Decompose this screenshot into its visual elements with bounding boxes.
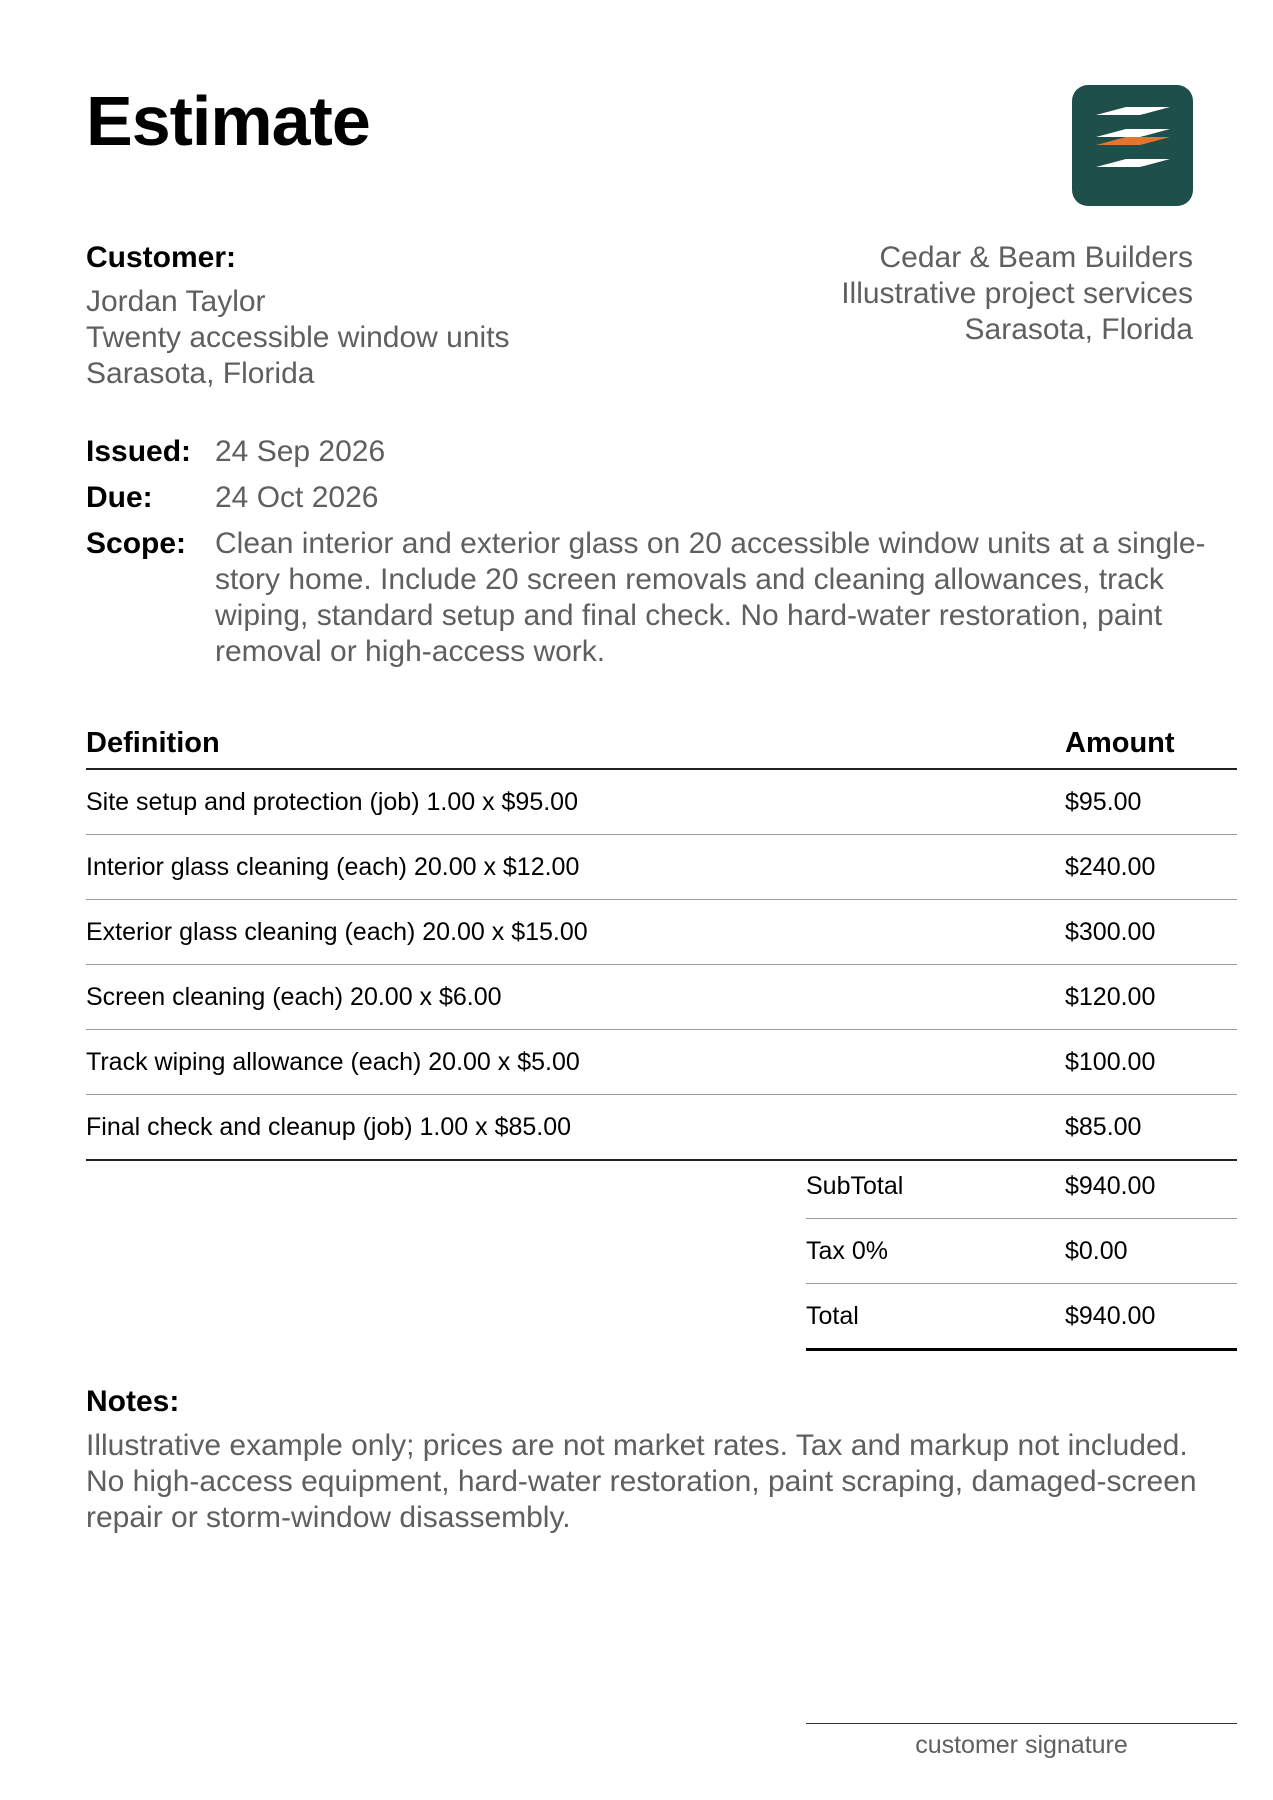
customer-name: Jordan Taylor xyxy=(86,285,266,318)
subtotal-value: $940.00 xyxy=(1065,1154,1237,1219)
row-definition: Exterior glass cleaning (each) 20.00 x $15.00 xyxy=(86,900,1065,965)
subtotal-row xyxy=(806,1154,1237,1219)
estimate-meta xyxy=(86,434,1226,680)
total-row xyxy=(806,1284,1237,1350)
notes-text: Illustrative example only; prices are not market rates. Tax and markup not included. No high-access equipment, hard-water restoration, paint scraping, damaged-screen repair or storm-window disassembly. xyxy=(86,1429,1197,1534)
row-amount: $240.00 xyxy=(1065,835,1237,900)
company-tagline: Illustrative project services xyxy=(841,277,1193,310)
notes-label: Notes: xyxy=(86,1385,180,1418)
due-label: Due: xyxy=(86,481,153,514)
row-amount: $100.00 xyxy=(1065,1030,1237,1095)
customer-location: Sarasota, Florida xyxy=(86,357,315,390)
row-definition: Interior glass cleaning (each) 20.00 x $12.00 xyxy=(86,835,1065,900)
subtotal-label: SubTotal xyxy=(806,1154,1065,1219)
table-row xyxy=(86,1095,1237,1161)
signature-line[interactable] xyxy=(806,1723,1237,1724)
tax-value: $0.00 xyxy=(1065,1219,1237,1284)
issued-date: 24 Sep 2026 xyxy=(215,435,386,468)
customer-block xyxy=(86,240,510,392)
due-date: 24 Oct 2026 xyxy=(215,481,379,514)
definition-header: Definition xyxy=(86,718,1065,769)
table-row xyxy=(86,965,1237,1030)
row-definition: Screen cleaning (each) 20.00 x $6.00 xyxy=(86,965,1065,1030)
row-amount: $95.00 xyxy=(1065,769,1237,835)
table-row xyxy=(86,1030,1237,1095)
row-definition: Final check and cleanup (job) 1.00 x $85.00 xyxy=(86,1095,1065,1161)
layered-planks-logo xyxy=(1072,85,1193,206)
scope-label: Scope: xyxy=(86,527,187,560)
table-row xyxy=(86,835,1237,900)
tax-label: Tax 0% xyxy=(806,1219,1065,1284)
notes-block xyxy=(86,1384,1226,1536)
table-row xyxy=(86,900,1237,965)
row-definition: Track wiping allowance (each) 20.00 x $5.00 xyxy=(86,1030,1065,1095)
table-row xyxy=(86,769,1237,835)
row-amount: $85.00 xyxy=(1065,1095,1237,1161)
row-amount: $300.00 xyxy=(1065,900,1237,965)
tax-row xyxy=(806,1219,1237,1284)
signature-label: customer signature xyxy=(915,1731,1128,1759)
customer-label: Customer: xyxy=(86,241,237,274)
issued-label: Issued: xyxy=(86,435,192,468)
scope-text: Clean interior and exterior glass on 20 accessible window units at a single-story home. Include 20 screen removals and cleaning allowances, track wiping, standard setup and final check. No hard-water restoration, paint removal or high-access work. xyxy=(215,527,1206,668)
document-title: Estimate xyxy=(86,82,370,160)
row-amount: $120.00 xyxy=(1065,965,1237,1030)
amount-header: Amount xyxy=(1065,718,1237,769)
logo-icon xyxy=(1072,85,1193,206)
company-block xyxy=(841,240,1193,348)
table-header-row xyxy=(86,718,1237,769)
logo-accent-stripe xyxy=(1096,137,1170,145)
total-value: $940.00 xyxy=(1065,1284,1237,1350)
logo-top-stripe-2 xyxy=(1096,129,1170,137)
logo-top-stripe xyxy=(1096,107,1170,115)
customer-project: Twenty accessible window units xyxy=(86,321,510,354)
company-name: Cedar & Beam Builders xyxy=(879,241,1193,274)
line-items-table xyxy=(86,718,1237,1161)
total-label: Total xyxy=(806,1284,1065,1350)
totals-table xyxy=(806,1154,1237,1351)
company-location: Sarasota, Florida xyxy=(964,313,1193,346)
logo-bottom-stripe xyxy=(1096,159,1170,167)
row-definition: Site setup and protection (job) 1.00 x $95.00 xyxy=(86,769,1065,835)
